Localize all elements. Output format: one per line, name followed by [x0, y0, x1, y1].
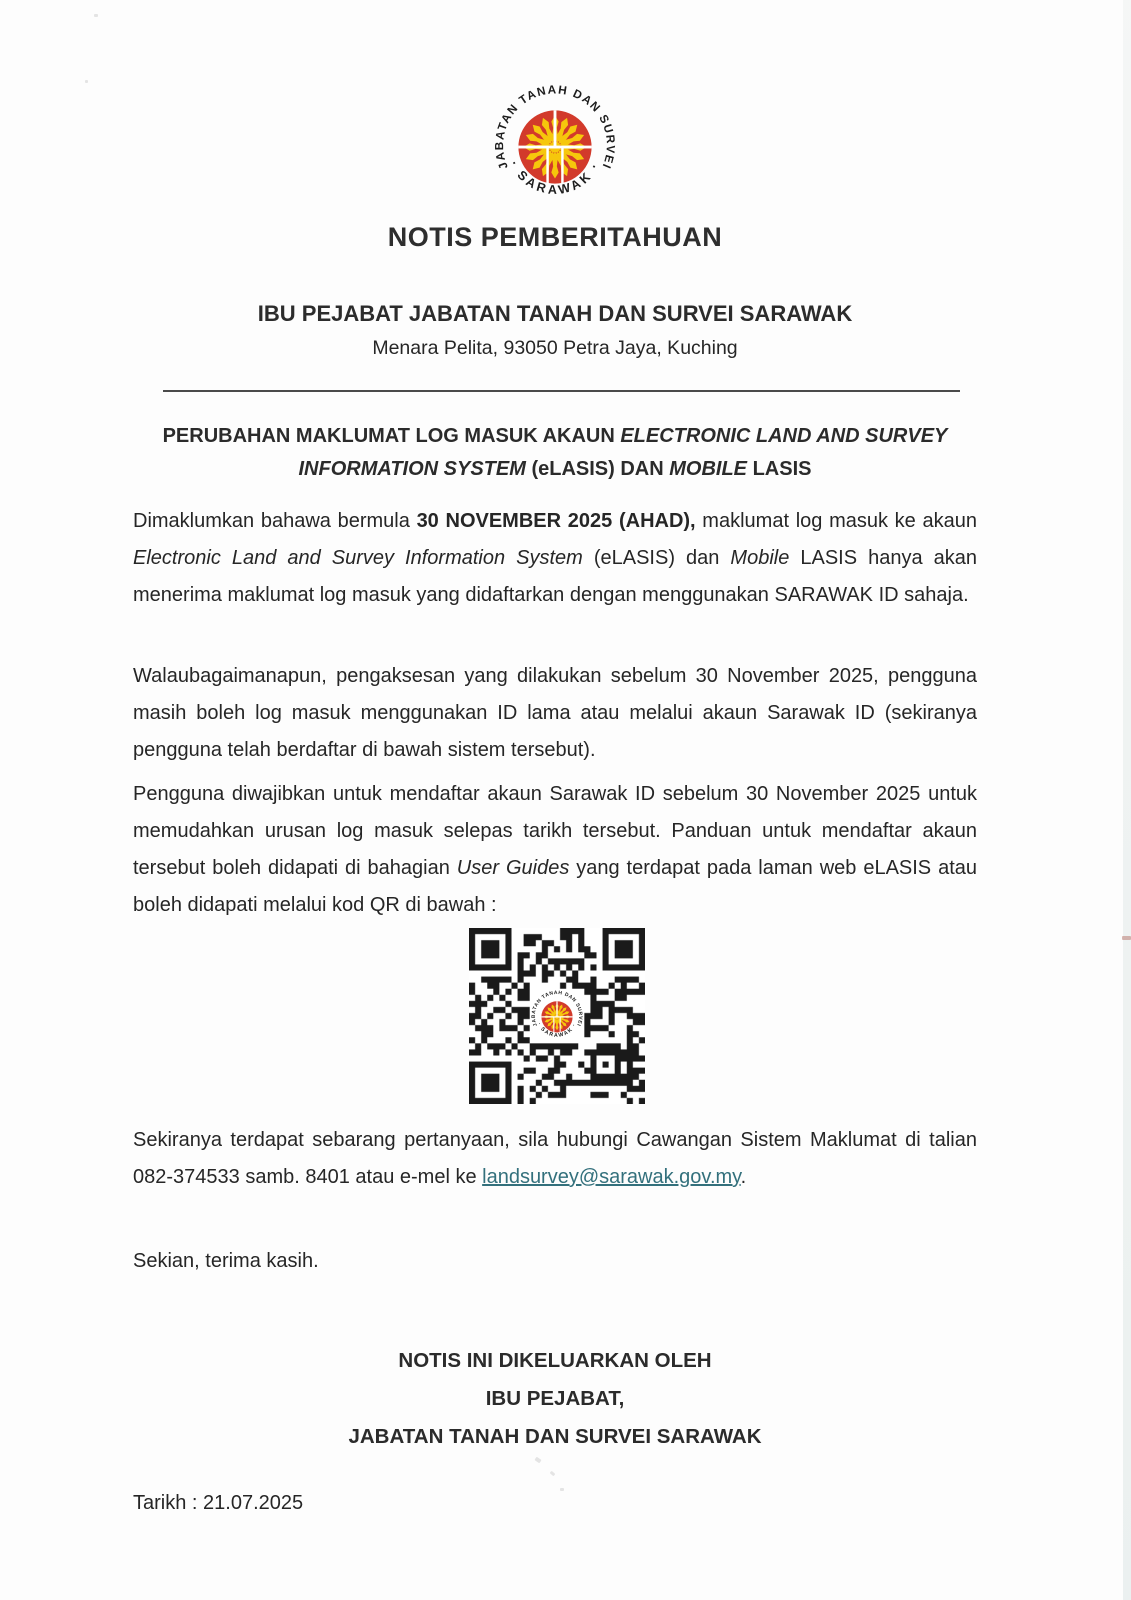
text-segment: Pengguna diwajibkan untuk mendaftar akaun Sarawak ID sebelum 30 November 2025 untuk memudahkan urusan log masuk selepas tarikh tersebut. Panduan untuk mendaftar akaun tersebut boleh didapati di bahagian	[133, 783, 977, 879]
office-address: Menara Pelita, 93050 Petra Jaya, Kuching	[372, 337, 738, 359]
issuer-line-1: NOTIS INI DIKELUARKAN OLEH	[398, 1349, 712, 1372]
date-line: Tarikh : 21.07.2025	[133, 1492, 304, 1514]
scan-artifact	[94, 14, 98, 17]
paragraph-registration-guide	[133, 776, 977, 924]
horizontal-divider	[163, 390, 960, 392]
issuer-line-3: JABATAN TANAH DAN SURVEI SARAWAK	[348, 1425, 762, 1448]
scan-artifact	[550, 1471, 556, 1477]
text-segment: LASIS	[747, 458, 812, 480]
text-segment: yang terdapat pada laman web eLASIS atau boleh didapati melalui kod QR di bawah :	[133, 857, 978, 916]
scan-edge-artifact	[1123, 0, 1131, 1600]
issuer-block	[133, 1342, 977, 1456]
subject-heading	[133, 420, 977, 486]
closing-thanks: Sekian, terima kasih.	[133, 1250, 319, 1272]
scan-artifact	[534, 1457, 541, 1464]
paragraph-contact	[133, 1122, 977, 1196]
qr-center-crest-icon	[531, 990, 583, 1042]
text-segment: Dimaklumkan bahawa bermula	[133, 510, 417, 532]
text-segment: Sekiranya terdapat sebarang pertanyaan, sila hubungi Cawangan Sistem Maklumat di talian 082-374533 samb. 8401 atau e-mel ke	[133, 1129, 977, 1188]
scan-artifact	[560, 1488, 564, 1491]
issuer-line-2: IBU PEJABAT,	[485, 1387, 625, 1410]
text-segment: Walaubagaimanapun, pengaksesan yang dilakukan sebelum 30 November 2025, pengguna masih boleh log masuk menggunakan ID lama atau melalui akaun Sarawak ID (sekiranya pengguna telah berdaftar di bawah sistem tersebut).	[133, 665, 977, 761]
office-name: IBU PEJABAT JABATAN TANAH DAN SURVEI SARAWAK	[257, 301, 853, 326]
text-segment: User Guides	[456, 857, 570, 879]
qr-code-block	[469, 928, 645, 1104]
text-segment: (eLASIS) DAN	[525, 458, 670, 480]
text-segment: maklumat log masuk ke akaun	[695, 510, 977, 532]
text-segment: PERUBAHAN MAKLUMAT LOG MASUK AKAUN	[162, 425, 621, 447]
text-segment: Mobile	[730, 547, 790, 569]
paragraph-transition-access	[133, 658, 977, 769]
text-segment: (eLASIS) dan	[582, 547, 731, 569]
page-title: NOTIS PEMBERITAHUAN	[387, 222, 723, 252]
text-segment: ELECTRONIC LAND AND SURVEY INFORMATION SYSTEM	[298, 425, 948, 480]
scan-artifact	[1122, 936, 1131, 940]
paragraph-announcement	[133, 503, 977, 614]
department-crest-logo	[494, 84, 616, 206]
text-segment: .	[740, 1166, 747, 1188]
text-segment: Electronic Land and Survey Information System	[133, 547, 583, 569]
text-segment: 30 NOVEMBER 2025 (AHAD),	[416, 510, 696, 532]
text-segment: MOBILE	[669, 458, 748, 480]
email-link[interactable]: landsurvey@sarawak.gov.my	[482, 1166, 741, 1188]
text-segment: LASIS hanya akan menerima maklumat log masuk yang didaftarkan dengan menggunakan SARAWAK ID sahaja.	[133, 547, 977, 606]
scan-artifact	[85, 80, 88, 83]
